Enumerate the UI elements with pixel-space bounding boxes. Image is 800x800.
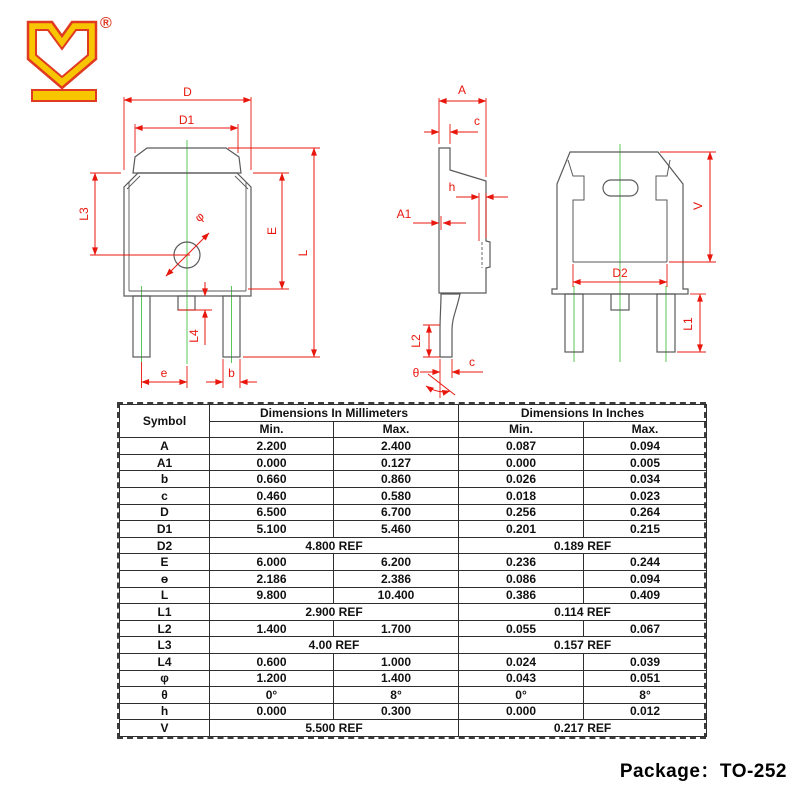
header-in-min: Min. [459,421,584,438]
table-row: φ 1.200 1.400 0.043 0.051 [120,670,707,687]
label-theta: θ [412,366,420,380]
table-row: A 2.200 2.400 0.087 0.094 [120,438,707,455]
header-mm-min: Min. [210,421,334,438]
table-row: E 6.000 6.200 0.236 0.244 [120,554,707,571]
label-c-top: c [474,114,480,128]
table-row: b 0.660 0.860 0.026 0.034 [120,471,707,488]
table-row: ɵ 2.186 2.386 0.086 0.094 [120,570,707,587]
table-row: A1 0.000 0.127 0.000 0.005 [120,454,707,471]
table-row: L 9.800 10.400 0.386 0.409 [120,587,707,604]
side-body [439,148,490,293]
header-symbol: Symbol [120,405,210,438]
dimension-table [117,402,706,739]
back-dimension-labels [612,202,705,331]
label-L2: L2 [409,334,423,348]
header-mm: Dimensions In Millimeters [210,405,459,422]
header-in-max: Max. [584,421,707,438]
table-row-ref: V 5.500 REF 0.217 REF [120,720,707,737]
table-row-ref: L3 4.00 REF 0.157 REF [120,637,707,654]
label-L1: L1 [681,317,695,331]
table-row-ref: L1 2.900 REF 0.114 REF [120,604,707,621]
label-V: V [691,201,705,211]
label-D2: D2 [612,266,628,280]
label-D: D [183,85,192,99]
table-row: D1 5.100 5.460 0.201 0.215 [120,521,707,538]
side-body-outline [439,148,490,357]
back-centerlines [574,144,666,362]
package-name-label: Package：TO-252 [619,761,787,782]
label-E: E [265,226,279,236]
label-L3: L3 [77,207,91,221]
table-row: L4 0.600 1.000 0.024 0.039 [120,653,707,670]
header-mm-max: Max. [334,421,459,438]
side-dimension-labels [397,83,480,380]
header-inches: Dimensions In Inches [459,405,707,422]
label-b: b [228,366,235,380]
table-row: c 0.460 0.580 0.018 0.023 [120,487,707,504]
back-tab-outline [568,160,670,262]
table-row-ref: D2 4.800 REF 0.189 REF [120,537,707,554]
label-A: A [457,83,467,97]
side-view [397,83,508,398]
side-bent-lead [440,294,460,357]
table-row: L2 1.400 1.700 0.055 0.067 [120,620,707,637]
label-h: h [448,180,456,194]
label-D1: D1 [178,113,195,127]
registered-mark: ® [100,15,112,32]
side-dimension-lines [413,101,508,395]
label-A1: A1 [396,207,412,221]
front-view [77,85,320,388]
label-e: e [160,366,168,380]
label-phi: φ [191,209,207,225]
table-row: θ 0° 8° 0° 8° [120,687,707,704]
back-view [552,144,716,362]
front-dimension-lines [95,100,314,382]
table-header-row-1 [120,405,707,422]
table-row: D 6.500 6.700 0.256 0.264 [120,504,707,521]
side-extension-lines [423,98,486,398]
label-L4: L4 [187,329,201,343]
table-row: h 0.000 0.300 0.000 0.012 [120,703,707,720]
front-dimension-labels [77,85,310,380]
label-c-bottom: c [469,355,475,369]
label-L: L [296,249,310,257]
